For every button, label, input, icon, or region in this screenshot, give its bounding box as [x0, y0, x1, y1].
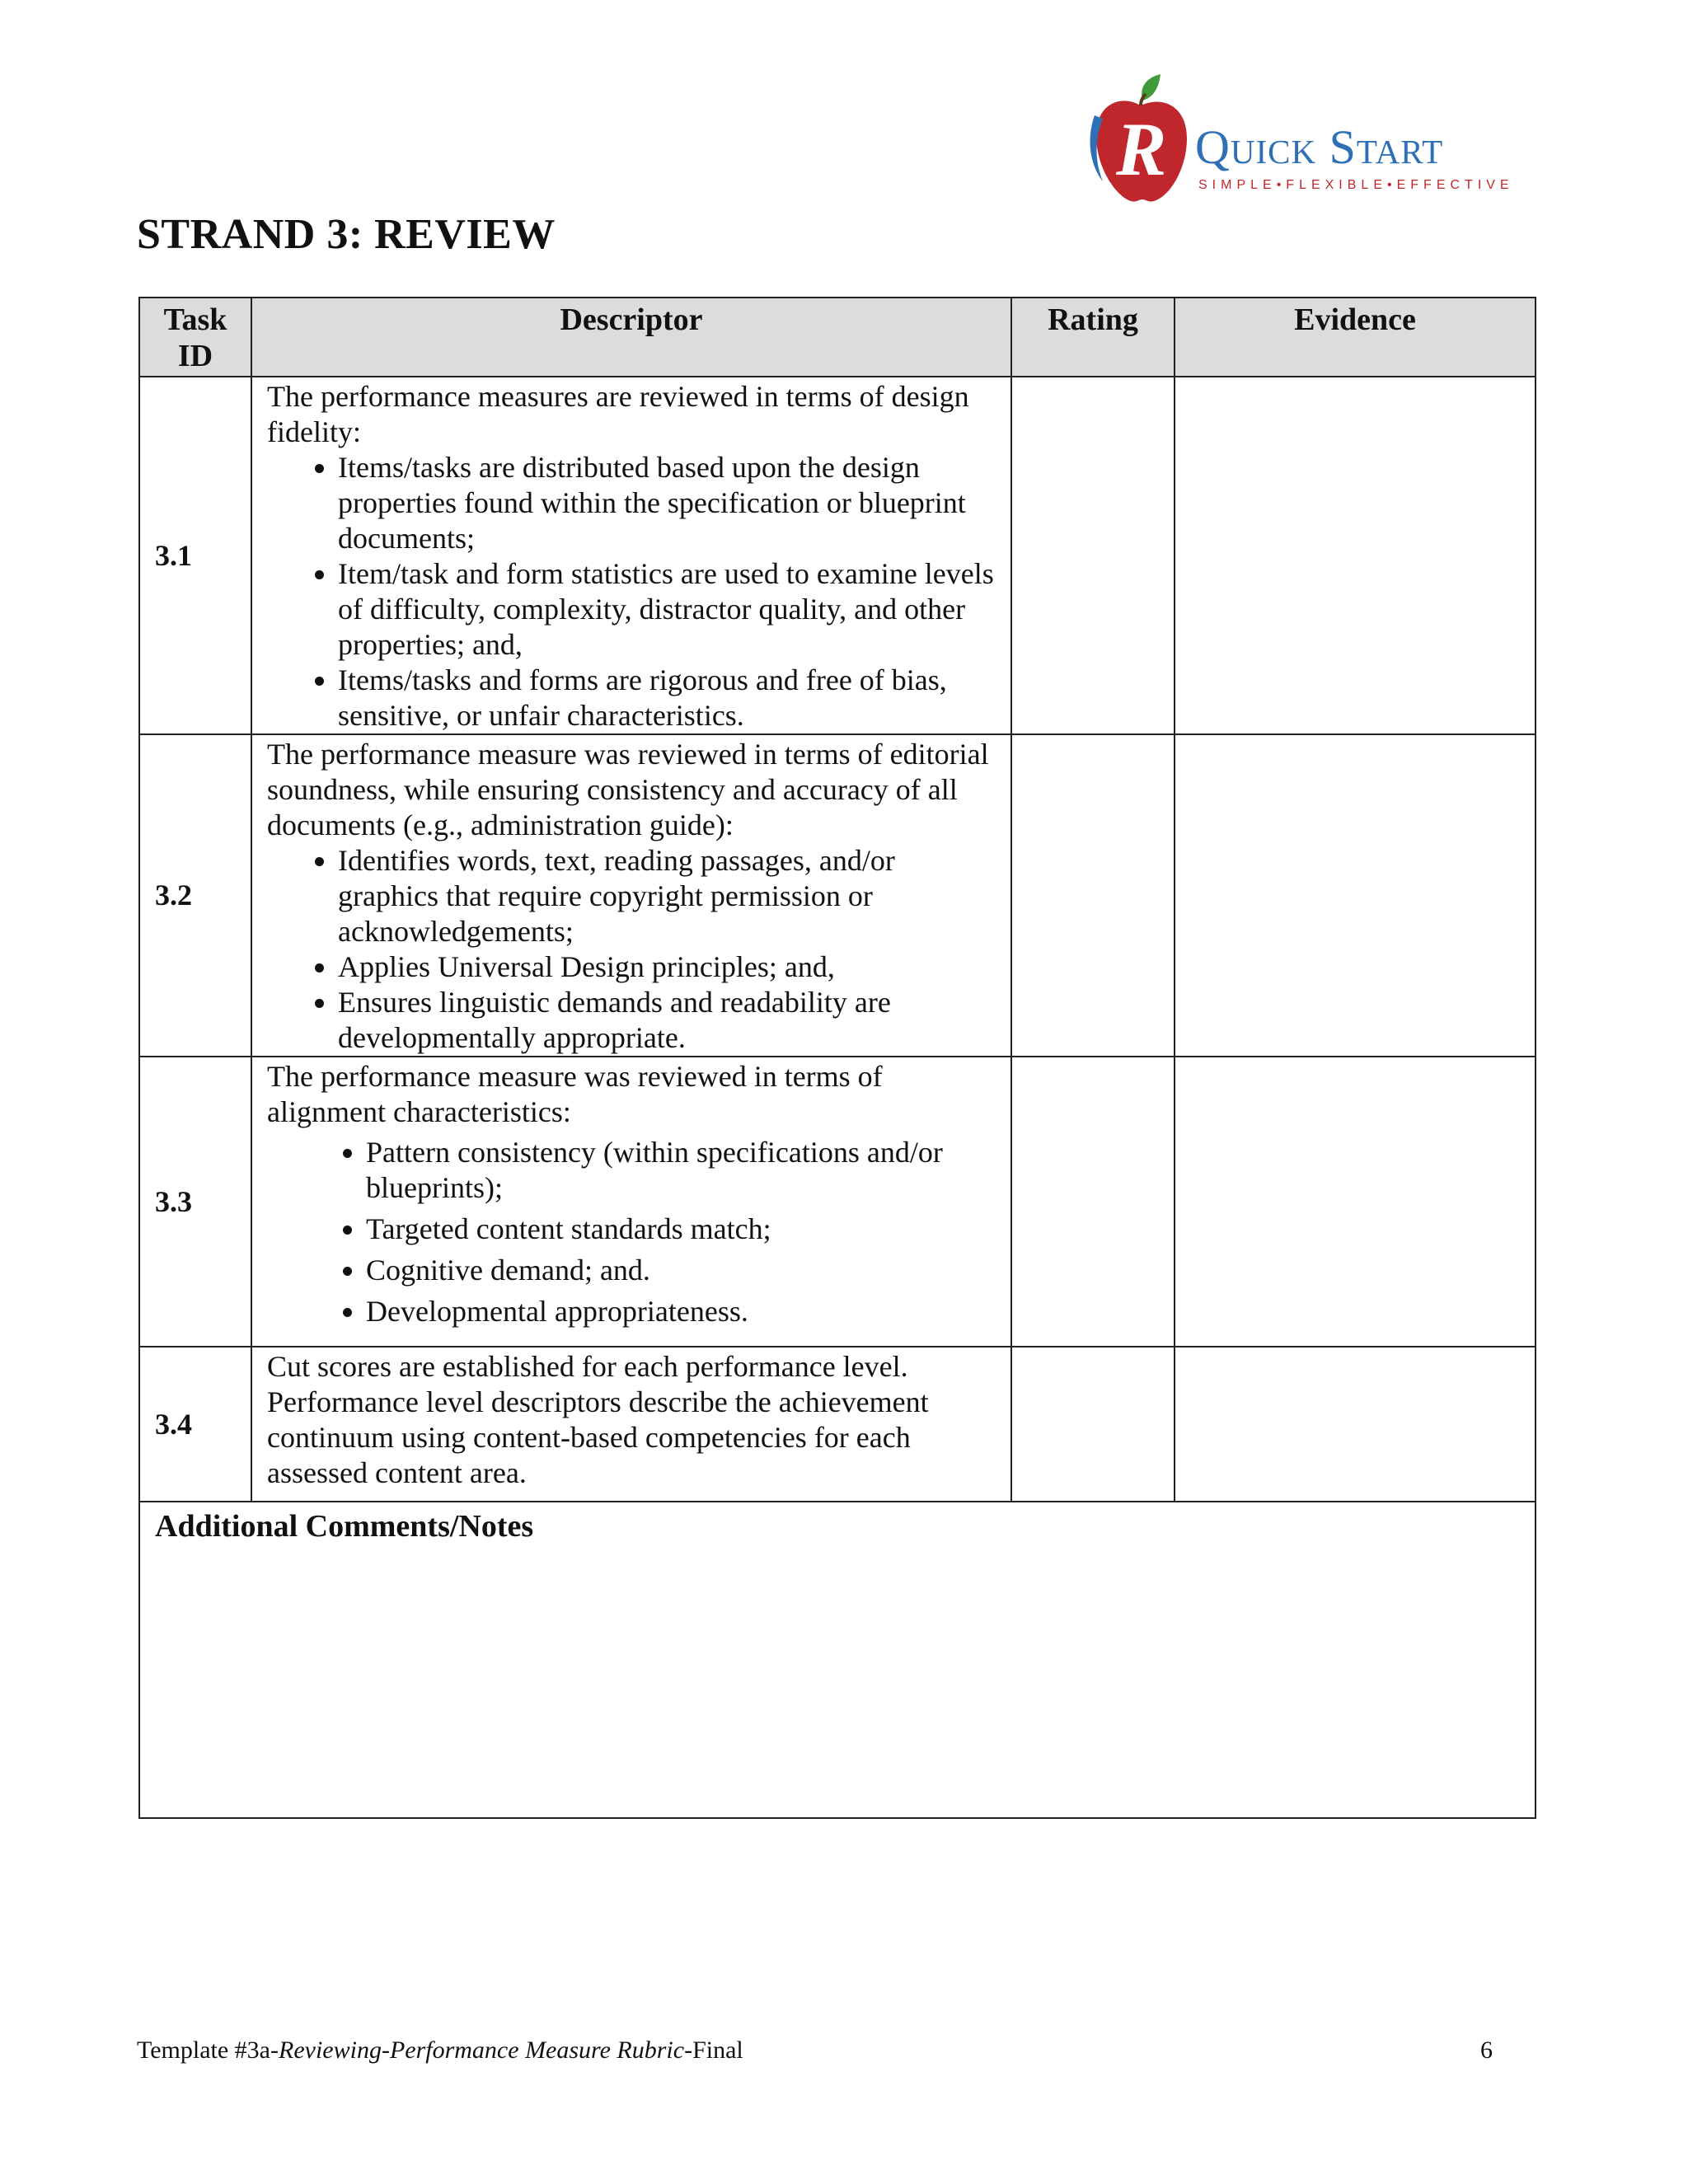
descriptor-cell — [251, 1347, 1011, 1502]
footer-prefix: Template #3a- — [137, 2036, 279, 2064]
descriptor-bullets — [267, 843, 999, 1056]
task-id-cell: 3.1 — [139, 377, 251, 734]
comments-row — [139, 1502, 1536, 1818]
list-item: • Targeted content standards match; — [366, 1212, 999, 1247]
evidence-cell[interactable] — [1175, 1057, 1536, 1347]
rating-cell[interactable] — [1011, 377, 1175, 734]
list-item: • Pattern consistency (within specifications and/or blueprints); — [366, 1135, 999, 1206]
descriptor-intro: The performance measure was reviewed in terms of alignment characteristics: — [267, 1060, 883, 1128]
comments-cell[interactable] — [139, 1502, 1536, 1818]
footer — [137, 2036, 743, 2065]
task-id-cell: 3.3 — [139, 1057, 251, 1347]
descriptor-intro: The performance measures are reviewed in terms of design fidelity: — [267, 380, 969, 448]
list-item: • Ensures linguistic demands and readability are developmentally appropriate. — [338, 985, 999, 1056]
table-row — [139, 734, 1536, 1057]
table-row — [139, 1347, 1536, 1502]
table-row — [139, 377, 1536, 734]
evidence-cell[interactable] — [1175, 377, 1536, 734]
footer-document-name: Reviewing-Performance Measure Rubric — [279, 2036, 685, 2064]
descriptor-cell — [251, 734, 1011, 1057]
descriptor-bullets — [267, 450, 999, 733]
evidence-cell[interactable] — [1175, 1347, 1536, 1502]
logo-letter: R — [1116, 107, 1167, 191]
descriptor-intro: Cut scores are established for each performance level. Performance level descriptors describe the achievement continuum using content-based competencies for each assessed content area. — [267, 1350, 929, 1489]
stem-shape — [1141, 94, 1146, 105]
comments-label: Additional Comments/Notes — [155, 1509, 534, 1544]
evidence-cell[interactable] — [1175, 734, 1536, 1057]
list-item: • Items/tasks and forms are rigorous and free of bias, sensitive, or unfair characteristics. — [338, 663, 999, 733]
rating-cell[interactable] — [1011, 734, 1175, 1057]
list-item: • Developmental appropriateness. — [366, 1294, 999, 1329]
descriptor-intro: The performance measure was reviewed in terms of editorial soundness, while ensuring consistency and accuracy of all documents (e.g., administration guide): — [267, 738, 989, 841]
list-item: • Cognitive demand; and. — [366, 1253, 999, 1288]
task-id-cell: 3.2 — [139, 734, 251, 1057]
list-item: • Identifies words, text, reading passages, and/or graphics that require copyright permission or acknowledgements; — [338, 843, 999, 949]
list-item: • Applies Universal Design principles; and, — [338, 949, 999, 985]
quick-start-logo — [1088, 73, 1514, 217]
page-number: 6 — [1480, 2036, 1493, 2064]
rubric-table — [138, 297, 1536, 1819]
task-id-cell: 3.4 — [139, 1347, 251, 1502]
list-item: • Items/tasks are distributed based upon the design properties found within the specification or blueprint documents; — [338, 450, 999, 556]
descriptor-bullets — [267, 1135, 999, 1329]
list-item: • Item/task and form statistics are used to examine levels of difficulty, complexity, distractor quality, and other properties; and, — [338, 556, 999, 663]
table-header-row — [139, 298, 1536, 377]
header-task-id: Task ID — [139, 298, 251, 377]
descriptor-cell — [251, 377, 1011, 734]
footer-suffix: -Final — [684, 2036, 743, 2064]
header-evidence: Evidence — [1175, 298, 1536, 377]
apple-logo-icon — [1088, 73, 1195, 217]
header-descriptor: Descriptor — [251, 298, 1011, 377]
table-row — [139, 1057, 1536, 1347]
header-rating: Rating — [1011, 298, 1175, 377]
descriptor-cell — [251, 1057, 1011, 1347]
rating-cell[interactable] — [1011, 1057, 1175, 1347]
logo-wordmark: Quick Start — [1195, 120, 1444, 174]
rating-cell[interactable] — [1011, 1347, 1175, 1502]
page-title: STRAND 3: REVIEW — [137, 211, 556, 258]
logo-tagline: SIMPLE•FLEXIBLE•EFFECTIVE — [1198, 178, 1514, 192]
